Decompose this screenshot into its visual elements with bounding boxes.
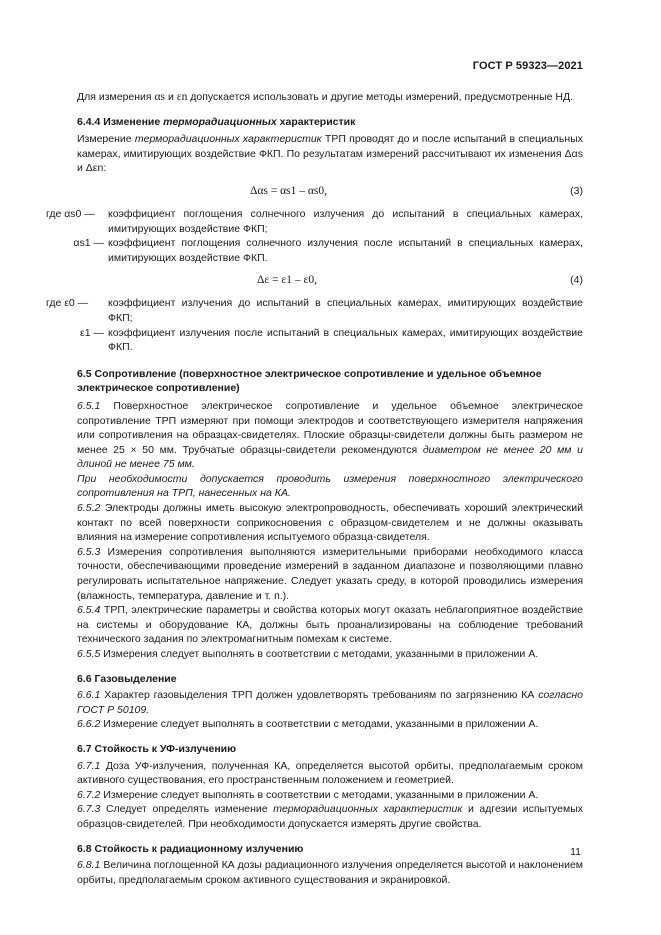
page-number: 11 [570,846,581,858]
definition-alpha-s0: где αs0 — коэффициент поглощения солнечного излучения до испытаний в специальных камерах, имитирующих воздействие ФКП; [46,207,583,235]
equation-4-formula: Δε = ε1 – ε0, [257,274,317,287]
paragraph-6-5-1: 6.5.1 Поверхностное электрическое сопротивление и удельное объемное электрическое сопротивление ТРП измеряют при помощи электродов и соответствующего измерителя напряжения или сопротивления на образцах-свидетелях. Плоские образцы-свидетели должны быть размером не менее 25 × 50 мм. Трубчатые образцы-свидетели рекомендуются диаметром не менее 20 мм и длиной не менее 75 мм. [77,399,583,471]
paragraph-6-6-1: 6.6.1 Характер газовыделения ТРП должен удовлетворять требованиям по загрязнению КА согласно ГОСТ Р 50109. [77,689,583,716]
equation-4-number: (4) [570,274,583,287]
definition-epsilon-1: ε1 — коэффициент излучения после испытаний в специальных камерах, имитирующих воздействие ФКП. [80,326,583,354]
equation-3-formula: Δαs = αs1 – αs0, [250,184,328,197]
paragraph-6-5-2: 6.5.2 Электроды должны иметь высокую электропроводность, обеспечивать хороший электрический контакт по всей поверхности соприкосновения с образцом-свидетелем и не должны оказывать влияния на измерение сопротивления испытуемого образца-свидетеля. [77,502,583,544]
equation-4 [77,273,583,290]
intro-paragraph: Для измерения αs и εn допускается использовать и другие методы измерений, предусмотренные НД. [77,91,573,103]
epsilon-n-symbol: εn [176,91,188,103]
paragraph-6-7-3: 6.7.3 Следует определять изменение терморадиационных характеристик и адгезии испытуемых образцов-свидетелей. При необходимости допускается измерять другие свойства. [77,803,583,830]
paragraph-6-6-2: 6.6.2 Измерение следует выполнять в соответствии с методами, указанными в приложении А. [77,718,539,731]
paragraph-6-7-1: 6.7.1 Доза УФ-излучения, полученная КА, определяется высотой орбиты, предполагаемым сроком активного существования, его пространственным положением и геометрией. [77,759,583,787]
paragraph-6-8-1: 6.8.1 Величина поглощенной КА дозы радиационного излучения определяется высотой и наклонением орбиты, предполагаемым сроком активного существования и экранировкой. [77,859,583,886]
paragraph-6-5-3: 6.5.3 Измерения сопротивления выполняются измерительными приборами необходимого класса точности, обеспечивающими проведение измерений в заданном диапазоне и позволяющими плавно регулировать испытательное напряжение. Следует указать среду, в которой проводились измерения (влажность, температура, давление и т. п.). [77,545,583,602]
paragraph-6-5-5: 6.5.5 Измерения следует выполнять в соответствии с методами, указанными в приложении А. [77,648,539,660]
alpha-s-symbol: αs [154,91,166,103]
definition-epsilon-0: где ε0 — коэффициент излучения до испытаний в специальных камерах, имитирующих воздействие ФКП; [46,297,583,324]
section-6-6-title: 6.6 Газовыделение [77,672,177,685]
equation-3 [77,184,583,201]
paragraph-6-5-1-note: При необходимости допускается проводить измерения поверхностного электрического сопротивления на ТРП, нанесенных на КА. [77,472,583,500]
definition-alpha-s1: αs1 — коэффициент поглощения солнечного излучения после испытаний в специальных камерах, имитирующих воздействие ФКП. [73,237,583,264]
paragraph-6-5-4: 6.5.4 ТРП, электрические параметры и свойства которых могут оказать неблагоприятное воздействие на системы и оборудование КА, должны быть проанализированы на соблюдение требований технического задания по электромагнитным помехам к системе. [77,604,583,646]
page-body [46,90,583,887]
document-code: ГОСТ Р 59323—2021 [472,60,583,72]
section-6-4-4-title: 6.4.4 Изменение терморадиационных характеристик [77,115,356,128]
section-6-7-title: 6.7 Стойкость к УФ-излучению [77,742,237,755]
section-6-4-4-paragraph: Измерение терморадиационных характеристик ТРП проводят до и после испытаний в специальных камерах, имитирующих воздействие ФКП. По результатам измерений рассчитывают их изменения Δαs и Δεn: [77,133,583,175]
equation-3-number: (3) [570,184,583,197]
section-6-5-title: 6.5 Сопротивление (поверхностное электрическое сопротивление и удельное объемное электрическое сопротивление) [77,367,542,395]
section-6-8-title: 6.8 Стойкость к радиационному излучению [77,842,304,855]
paragraph-6-7-2: 6.7.2 Измерение следует выполнять в соответствии с методами, указанными в приложении А. [77,788,539,801]
